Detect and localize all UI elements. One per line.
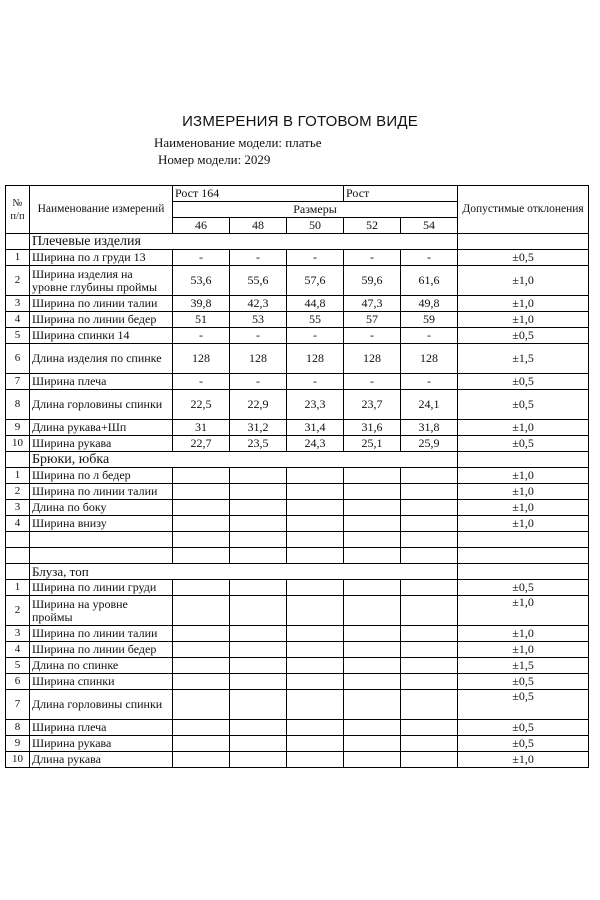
empty-cell: [173, 548, 230, 564]
size-value: 128: [401, 344, 458, 374]
tolerance-value: ±1,0: [458, 516, 589, 532]
tolerance-value: ±0,5: [458, 374, 589, 390]
size-value: [401, 626, 458, 642]
tolerance-value: ±1,0: [458, 596, 589, 626]
size-value: -: [230, 250, 287, 266]
tolerance-value: ±1,0: [458, 296, 589, 312]
measurement-name: Ширина по линии бедер: [30, 312, 173, 328]
size-value: [401, 596, 458, 626]
size-value: -: [287, 374, 344, 390]
table-row: [6, 436, 589, 452]
table-row: [6, 468, 589, 484]
empty-cell: [401, 548, 458, 564]
tolerance-value: ±1,0: [458, 752, 589, 768]
table-row: [6, 328, 589, 344]
size-value: 59: [401, 312, 458, 328]
size-value: [287, 626, 344, 642]
size-value: [287, 752, 344, 768]
size-value: 55: [287, 312, 344, 328]
size-value: 25,1: [344, 436, 401, 452]
section-row: [6, 234, 589, 250]
measurement-name: Длина изделия по спинке: [30, 344, 173, 374]
empty-cell: [6, 548, 30, 564]
size-value: [401, 690, 458, 720]
size-value: -: [344, 374, 401, 390]
row-number: 5: [6, 328, 30, 344]
measurement-name: Ширина плеча: [30, 374, 173, 390]
header-name: Наименование измерений: [30, 186, 173, 234]
empty-cell: [6, 234, 30, 250]
measurement-name: Длина рукава: [30, 752, 173, 768]
row-number: 1: [6, 580, 30, 596]
tolerance-value: ±1,0: [458, 500, 589, 516]
row-number: 10: [6, 752, 30, 768]
size-value: [173, 484, 230, 500]
empty-cell: [344, 532, 401, 548]
header-size: 46: [173, 218, 230, 234]
row-number: 9: [6, 420, 30, 436]
empty-cell: [344, 548, 401, 564]
empty-cell: [230, 532, 287, 548]
tolerance-value: ±0,5: [458, 736, 589, 752]
size-value: [230, 484, 287, 500]
size-value: 53: [230, 312, 287, 328]
table-row: [6, 596, 589, 626]
table-row: [6, 658, 589, 674]
size-value: 23,7: [344, 390, 401, 420]
measurement-name: Ширина по линии груди: [30, 580, 173, 596]
empty-cell: [401, 532, 458, 548]
size-value: [230, 626, 287, 642]
row-number: 1: [6, 468, 30, 484]
size-value: 51: [173, 312, 230, 328]
empty-cell: [458, 564, 589, 580]
empty-cell: [6, 532, 30, 548]
row-number: 5: [6, 658, 30, 674]
size-value: [230, 720, 287, 736]
size-value: 31: [173, 420, 230, 436]
size-value: [287, 720, 344, 736]
empty-cell: [458, 532, 589, 548]
size-value: [230, 580, 287, 596]
size-value: 53,6: [173, 266, 230, 296]
measurement-name: Ширина изделия на уровне глубины проймы: [30, 266, 173, 296]
size-value: [287, 736, 344, 752]
table-row: [6, 420, 589, 436]
model-number-line: Номер модели: 2029: [158, 152, 271, 167]
table-row: [6, 390, 589, 420]
measurement-name: Ширина на уровне проймы: [30, 596, 173, 626]
size-value: [230, 516, 287, 532]
measurement-name: Ширина по л груди 13: [30, 250, 173, 266]
empty-cell: [458, 234, 589, 250]
measurement-name: Ширина по линии талии: [30, 484, 173, 500]
size-value: [287, 690, 344, 720]
size-value: 47,3: [344, 296, 401, 312]
size-value: [344, 642, 401, 658]
measurement-name: Ширина по линии бедер: [30, 642, 173, 658]
empty-cell: [287, 548, 344, 564]
size-value: [287, 484, 344, 500]
size-value: [287, 596, 344, 626]
row-number: 3: [6, 626, 30, 642]
section-title: Брюки, юбка: [30, 452, 458, 468]
size-value: [230, 500, 287, 516]
measurement-name: Длина по боку: [30, 500, 173, 516]
row-number: 10: [6, 436, 30, 452]
measurement-name: Длина рукава+Шп: [30, 420, 173, 436]
measurement-name: Ширина по линии талии: [30, 296, 173, 312]
size-value: [344, 736, 401, 752]
tolerance-value: ±1,0: [458, 626, 589, 642]
row-number: 8: [6, 720, 30, 736]
header-size: 54: [401, 218, 458, 234]
section-title: Блуза, топ: [30, 564, 458, 580]
size-value: -: [401, 328, 458, 344]
row-number: 9: [6, 736, 30, 752]
measurement-name: Длина по спинке: [30, 658, 173, 674]
measurement-name: Длина горловины спинки: [30, 690, 173, 720]
size-value: [287, 468, 344, 484]
tolerance-value: ±0,5: [458, 390, 589, 420]
size-value: [173, 736, 230, 752]
tolerance-value: ±1,5: [458, 344, 589, 374]
tolerance-value: ±1,5: [458, 658, 589, 674]
size-value: [230, 736, 287, 752]
size-value: [344, 720, 401, 736]
size-value: 31,4: [287, 420, 344, 436]
table-row: [6, 266, 589, 296]
header-sizes-label: Размеры: [173, 202, 458, 218]
size-value: [173, 596, 230, 626]
size-value: 42,3: [230, 296, 287, 312]
empty-cell: [230, 548, 287, 564]
size-value: [173, 516, 230, 532]
size-value: [401, 516, 458, 532]
tolerance-value: ±0,5: [458, 580, 589, 596]
row-number: 4: [6, 312, 30, 328]
section-title: Плечевые изделия: [30, 234, 458, 250]
size-value: 128: [344, 344, 401, 374]
row-number: 7: [6, 374, 30, 390]
size-value: [401, 674, 458, 690]
tolerance-value: ±1,0: [458, 420, 589, 436]
size-value: [173, 626, 230, 642]
table-row: [6, 642, 589, 658]
size-value: 57: [344, 312, 401, 328]
model-name-line: Наименование модели: платье: [154, 135, 322, 150]
empty-cell: [173, 532, 230, 548]
row-number: 2: [6, 266, 30, 296]
table-row: [6, 720, 589, 736]
size-value: [401, 500, 458, 516]
size-value: [401, 658, 458, 674]
size-value: 61,6: [401, 266, 458, 296]
tolerance-value: ±1,0: [458, 468, 589, 484]
empty-cell: [458, 548, 589, 564]
size-value: [344, 674, 401, 690]
size-value: -: [173, 250, 230, 266]
header-rost-164: Рост 164: [173, 186, 344, 202]
size-value: 128: [230, 344, 287, 374]
size-value: [344, 690, 401, 720]
measurement-name: Длина горловины спинки: [30, 390, 173, 420]
size-value: [230, 658, 287, 674]
tolerance-value: ±1,0: [458, 642, 589, 658]
size-value: 23,5: [230, 436, 287, 452]
size-value: [401, 720, 458, 736]
spacer-row: [6, 532, 589, 548]
size-value: -: [173, 374, 230, 390]
size-value: -: [344, 250, 401, 266]
tolerance-value: ±1,0: [458, 266, 589, 296]
size-value: 22,5: [173, 390, 230, 420]
tolerance-value: ±0,5: [458, 674, 589, 690]
size-value: [173, 642, 230, 658]
size-value: 128: [173, 344, 230, 374]
table-row: [6, 674, 589, 690]
size-value: [287, 658, 344, 674]
size-value: -: [401, 250, 458, 266]
size-value: [230, 596, 287, 626]
size-value: [173, 658, 230, 674]
measurement-name: Ширина спинки 14: [30, 328, 173, 344]
header-size: 48: [230, 218, 287, 234]
size-value: [173, 674, 230, 690]
size-value: [230, 674, 287, 690]
size-value: -: [287, 328, 344, 344]
size-value: 24,1: [401, 390, 458, 420]
table-row: [6, 500, 589, 516]
table-row: [6, 250, 589, 266]
header-num: № п/п: [6, 186, 30, 234]
row-number: 2: [6, 484, 30, 500]
size-value: [173, 580, 230, 596]
size-value: [401, 484, 458, 500]
size-value: [287, 500, 344, 516]
size-value: 24,3: [287, 436, 344, 452]
table-row: [6, 516, 589, 532]
header-size: 50: [287, 218, 344, 234]
size-value: [401, 736, 458, 752]
size-value: [401, 468, 458, 484]
table-row: [6, 374, 589, 390]
size-value: [344, 658, 401, 674]
measurement-name: Ширина плеча: [30, 720, 173, 736]
size-value: -: [344, 328, 401, 344]
row-number: 2: [6, 596, 30, 626]
tolerance-value: ±1,0: [458, 312, 589, 328]
table-row: [6, 752, 589, 768]
size-value: 23,3: [287, 390, 344, 420]
size-value: [344, 484, 401, 500]
size-value: [344, 752, 401, 768]
header-row-1: [6, 186, 589, 202]
table-row: [6, 484, 589, 500]
size-value: [344, 596, 401, 626]
size-value: [401, 752, 458, 768]
size-value: [287, 642, 344, 658]
size-value: [287, 674, 344, 690]
header-tolerance: Допустимые отклонения: [458, 186, 589, 234]
table-row: [6, 344, 589, 374]
size-value: [344, 500, 401, 516]
size-value: [173, 500, 230, 516]
measurement-name: Ширина по линии талии: [30, 626, 173, 642]
size-value: -: [401, 374, 458, 390]
size-value: [344, 468, 401, 484]
empty-cell: [6, 452, 30, 468]
empty-cell: [6, 564, 30, 580]
size-value: 22,9: [230, 390, 287, 420]
section-row: [6, 452, 589, 468]
row-number: 7: [6, 690, 30, 720]
measurement-name: Ширина по л бедер: [30, 468, 173, 484]
size-value: [401, 580, 458, 596]
measurement-name: Ширина спинки: [30, 674, 173, 690]
header-rost: Рост: [344, 186, 458, 202]
size-value: 25,9: [401, 436, 458, 452]
measurements-table: [5, 185, 589, 768]
empty-cell: [30, 532, 173, 548]
size-value: 49,8: [401, 296, 458, 312]
size-value: 31,6: [344, 420, 401, 436]
row-number: 8: [6, 390, 30, 420]
size-value: [287, 516, 344, 532]
spacer-row: [6, 548, 589, 564]
size-value: 39,8: [173, 296, 230, 312]
row-number: 3: [6, 296, 30, 312]
row-number: 6: [6, 674, 30, 690]
size-value: [287, 580, 344, 596]
measurement-name: Ширина рукава: [30, 436, 173, 452]
table-row: [6, 626, 589, 642]
empty-cell: [287, 532, 344, 548]
size-value: [173, 752, 230, 768]
size-value: [230, 752, 287, 768]
measurement-name: Ширина рукава: [30, 736, 173, 752]
size-value: [230, 690, 287, 720]
size-value: [173, 690, 230, 720]
table-row: [6, 296, 589, 312]
size-value: 55,6: [230, 266, 287, 296]
size-value: 57,6: [287, 266, 344, 296]
size-value: [173, 720, 230, 736]
row-number: 1: [6, 250, 30, 266]
row-number: 3: [6, 500, 30, 516]
size-value: [401, 642, 458, 658]
empty-cell: [458, 452, 589, 468]
size-value: 59,6: [344, 266, 401, 296]
table-row: [6, 580, 589, 596]
size-value: 128: [287, 344, 344, 374]
size-value: -: [173, 328, 230, 344]
header-size: 52: [344, 218, 401, 234]
table-row: [6, 736, 589, 752]
measurement-name: Ширина внизу: [30, 516, 173, 532]
size-value: 31,2: [230, 420, 287, 436]
row-number: 4: [6, 642, 30, 658]
size-value: [344, 626, 401, 642]
table-row: [6, 312, 589, 328]
tolerance-value: ±0,5: [458, 436, 589, 452]
size-value: -: [287, 250, 344, 266]
size-value: 44,8: [287, 296, 344, 312]
section-row: [6, 564, 589, 580]
size-value: [230, 468, 287, 484]
tolerance-value: ±0,5: [458, 328, 589, 344]
row-number: 4: [6, 516, 30, 532]
row-number: 6: [6, 344, 30, 374]
empty-cell: [30, 548, 173, 564]
tolerance-value: ±0,5: [458, 250, 589, 266]
tolerance-value: ±0,5: [458, 690, 589, 720]
size-value: -: [230, 328, 287, 344]
document-title: ИЗМЕРЕНИЯ В ГОТОВОМ ВИДЕ: [182, 113, 418, 130]
tolerance-value: ±1,0: [458, 484, 589, 500]
size-value: [230, 642, 287, 658]
size-value: -: [230, 374, 287, 390]
size-value: [344, 580, 401, 596]
size-value: [173, 468, 230, 484]
size-value: 22,7: [173, 436, 230, 452]
size-value: [344, 516, 401, 532]
tolerance-value: ±0,5: [458, 720, 589, 736]
size-value: 31,8: [401, 420, 458, 436]
table-row: [6, 690, 589, 720]
